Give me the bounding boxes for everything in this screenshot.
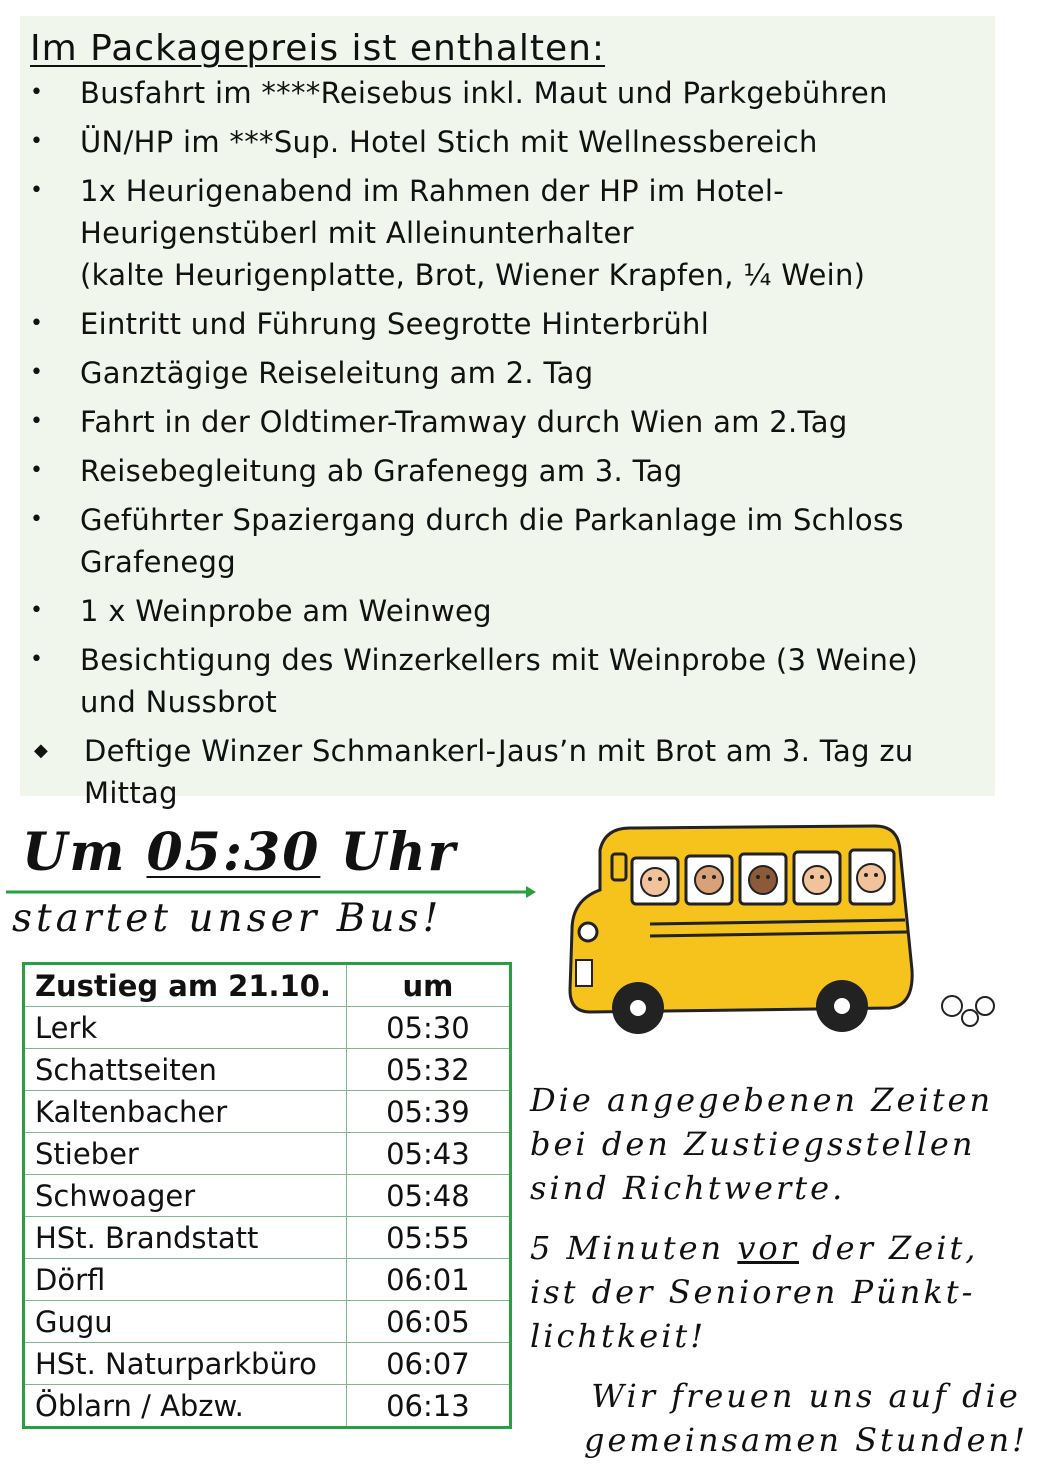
- bullet-icon: •: [30, 360, 44, 385]
- table-row: [24, 1343, 511, 1385]
- note-punctuality: [530, 1226, 1030, 1358]
- list-item-line: Deftige Winzer Schmankerl-Jaus’n mit Brot am 3. Tag zu: [84, 734, 914, 768]
- bullet-icon: •: [30, 80, 44, 105]
- list-item-line: Busfahrt im ****Reisebus inkl. Maut und Parkgebühren: [80, 76, 888, 110]
- stop-name: Öblarn / Abzw.: [24, 1385, 347, 1428]
- note-closing: [576, 1374, 1036, 1462]
- stop-name: Schwoager: [24, 1175, 347, 1217]
- boarding-schedule-table: [22, 962, 512, 1429]
- list-item: [20, 499, 995, 583]
- departure-headline: [22, 822, 457, 883]
- list-item-line: Besichtigung des Winzerkellers mit Weinprobe (3 Weine): [80, 643, 918, 677]
- stop-time: 06:07: [346, 1343, 510, 1385]
- table-row: [24, 1217, 511, 1259]
- stop-name: HSt. Naturparkbüro: [24, 1343, 347, 1385]
- note3-line: Wir freuen uns auf die: [591, 1377, 1021, 1415]
- note2-text: 5 Minuten: [530, 1229, 738, 1267]
- stop-name: Gugu: [24, 1301, 347, 1343]
- note2-line: lichtkeit!: [530, 1317, 707, 1355]
- list-item: [20, 590, 995, 632]
- bullet-icon: •: [30, 647, 44, 672]
- list-item: [20, 450, 995, 492]
- list-item-line: Reisebegleitung ab Grafenegg am 3. Tag: [80, 454, 683, 488]
- package-box: [20, 16, 995, 810]
- package-items: [20, 72, 995, 821]
- table-row: [24, 1007, 511, 1049]
- list-item-line: Geführter Spaziergang durch die Parkanlage im Schloss: [80, 503, 904, 537]
- table-row: [24, 1259, 511, 1301]
- headline-prefix: Um: [22, 822, 127, 883]
- stop-name: HSt. Brandstatt: [24, 1217, 347, 1259]
- note2-text: der Zeit,: [798, 1229, 979, 1267]
- note2-line: [530, 1226, 1030, 1270]
- package-title: Im Packagepreis ist enthalten:: [30, 28, 606, 69]
- list-item-line: 1x Heurigenabend im Rahmen der HP im Hotel-: [80, 174, 784, 208]
- header-time: um: [346, 964, 510, 1007]
- list-item-line: ÜN/HP im ***Sup. Hotel Stich mit Wellnessbereich: [80, 125, 818, 159]
- stop-time: 06:01: [346, 1259, 510, 1301]
- list-item: [20, 730, 995, 814]
- list-item-line: Ganztägige Reiseleitung am 2. Tag: [80, 356, 594, 390]
- stop-time: 05:55: [346, 1217, 510, 1259]
- diamond-bullet-icon: ◆: [34, 740, 49, 761]
- table-row: [24, 1091, 511, 1133]
- list-item: [20, 121, 995, 163]
- list-item-line: Fahrt in der Oldtimer-Tramway durch Wien am 2.Tag: [80, 405, 848, 439]
- headline-suffix: Uhr: [340, 822, 458, 883]
- stop-time: 05:43: [346, 1133, 510, 1175]
- departure-time: 05:30: [146, 822, 321, 883]
- list-item-line: Heurigenstüberl mit Alleinunterhalter: [80, 216, 634, 250]
- stop-name: Dörfl: [24, 1259, 347, 1301]
- school-bus-illustration: [560, 820, 1000, 1050]
- list-item-line: Grafenegg: [80, 545, 236, 579]
- list-item: [20, 170, 995, 296]
- list-item-line: (kalte Heurigenplatte, Brot, Wiener Krapfen, ¼ Wein): [80, 258, 866, 292]
- stop-name: Schattseiten: [24, 1049, 347, 1091]
- stop-time: 06:13: [346, 1385, 510, 1428]
- bullet-icon: •: [30, 178, 44, 203]
- stop-time: 05:48: [346, 1175, 510, 1217]
- table-row: [24, 1133, 511, 1175]
- stop-name: Lerk: [24, 1007, 347, 1049]
- stop-time: 06:05: [346, 1301, 510, 1343]
- table-header-row: [24, 964, 511, 1007]
- note3-line: gemeinsamen Stunden!: [584, 1421, 1028, 1459]
- stop-time: 05:30: [346, 1007, 510, 1049]
- stop-name: Kaltenbacher: [24, 1091, 347, 1133]
- table-row: [24, 1385, 511, 1428]
- list-item: [20, 72, 995, 114]
- stop-time: 05:39: [346, 1091, 510, 1133]
- table-row: [24, 1175, 511, 1217]
- header-place: Zustieg am 21.10.: [24, 964, 347, 1007]
- note1-line: Die angegebenen Zeiten: [530, 1081, 994, 1119]
- list-item-line: und Nussbrot: [80, 685, 278, 719]
- list-item: [20, 639, 995, 723]
- note2-underlined: vor: [737, 1229, 799, 1267]
- bullet-icon: •: [30, 311, 44, 336]
- stop-time: 05:32: [346, 1049, 510, 1091]
- bullet-icon: •: [30, 598, 44, 623]
- bullet-icon: •: [30, 507, 44, 532]
- list-item-line: 1 x Weinprobe am Weinweg: [80, 594, 492, 628]
- departure-subline: startet unser Bus!: [12, 896, 443, 941]
- list-item-line: Eintritt und Führung Seegrotte Hinterbrühl: [80, 307, 710, 341]
- note1-line: sind Richtwerte.: [530, 1169, 846, 1207]
- bullet-icon: •: [30, 409, 44, 434]
- list-item-line: Mittag: [84, 776, 178, 810]
- table-row: [24, 1301, 511, 1343]
- table-row: [24, 1049, 511, 1091]
- bullet-icon: •: [30, 458, 44, 483]
- note-times-guideline: [530, 1078, 1030, 1210]
- list-item: [20, 352, 995, 394]
- note1-line: bei den Zustiegsstellen: [530, 1125, 976, 1163]
- list-item: [20, 401, 995, 443]
- note2-line: ist der Senioren Pünkt-: [530, 1273, 976, 1311]
- bullet-icon: •: [30, 129, 44, 154]
- list-item: [20, 303, 995, 345]
- stop-name: Stieber: [24, 1133, 347, 1175]
